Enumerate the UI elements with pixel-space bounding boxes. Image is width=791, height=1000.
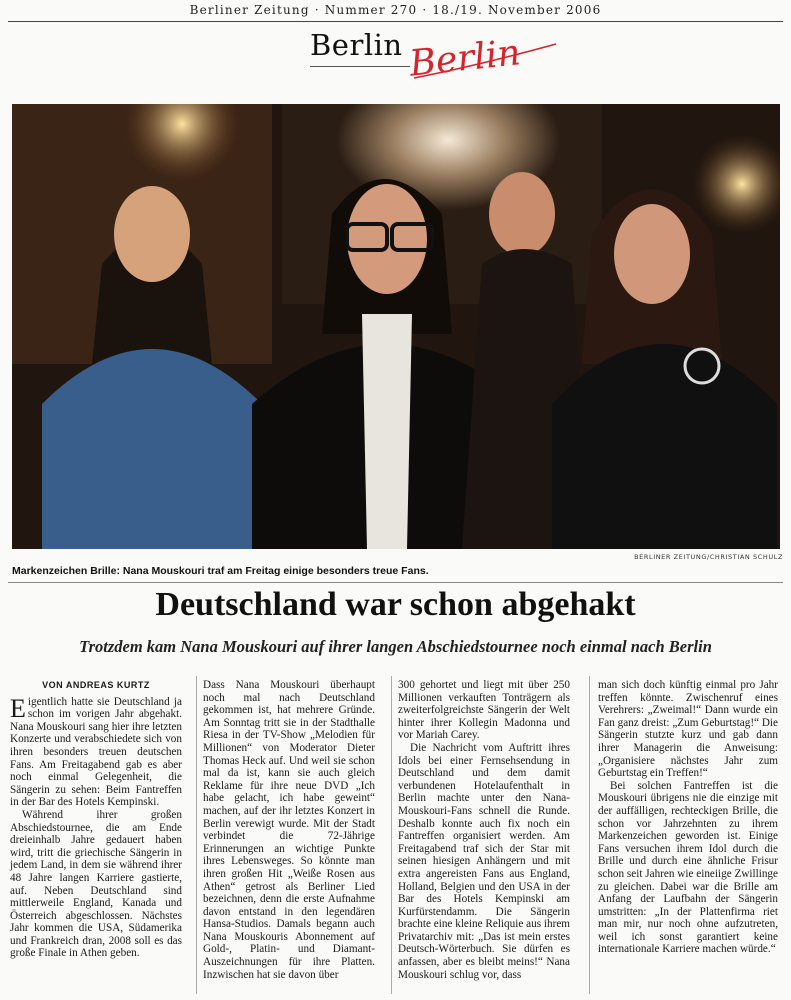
section-script-text: Berlin: [407, 32, 523, 85]
subheadline: Trotzdem kam Nana Mouskouri auf ihrer langen Abschiedstournee noch einmal nach Berlin: [79, 637, 712, 656]
caption-rule: [8, 582, 783, 583]
article-column-3: [398, 679, 570, 981]
article-column-4: [598, 679, 778, 956]
article-column-1: [10, 679, 182, 960]
byline: VON ANDREAS KURTZ: [42, 680, 150, 690]
photo-illustration: [12, 104, 780, 549]
paragraph: Dass Nana Mouskouri überhaupt noch mal nach Deutschland gekommen ist, hat mehrere Gründe. Am Sonntag tritt sie in der Stadthalle Riesa in der TV-Show „Melodien für Millionen“ von Moderator Dieter Thomas Heck auf. Und weil sie schon mal da ist, kann sie auch gleich Reklame für ihre neue DVD „Ich habe gelacht, ich habe geweint“ machen, auf der ihr letztes Konzert in Berlin verewigt wurde. Mit der Stadt verbindet die 72-Jährige Erinnerungen an wichtige Punkte ihres Lebensweges. So könnte man ihren großen Hit „Weiße Rosen aus Athen“ getrost als Berliner Lied bezeichnen, denn die erste Aufnahme davon entstand in den legendären Hansa-Studios. Damals begann auch Nana Mouskouris Abonnement auf Gold-, Platin- und Diamant-Auszeichnungen für ihre Platten. Inzwischen hat sie davon über: [203, 679, 375, 981]
paragraph: 300 gehortet und liegt mit über 250 Millionen verkauften Tonträgern als zweiterfolgreichste Sängerin der Welt hinter ihrer Kollegin Madonna und vor Mariah Carey.: [398, 679, 570, 742]
photo-caption: Markenzeichen Brille: Nana Mouskouri traf am Freitag einige besonders treue Fans.: [12, 565, 429, 577]
photo-credit: BERLINER ZEITUNG/CHRISTIAN SCHULZ: [634, 553, 783, 561]
column-divider: [589, 676, 590, 994]
paragraph: Die Nachricht vom Auftritt ihres Idols bei einer Fernsehsendung in Deutschland und dem damit verbundenen Hotelaufenthalt in Berlin machte unter den Nana-Mouskouri-Fans schnell die Runde. Deshalb konnte auch fix noch ein Fantreffen organisiert werden. Am Freitagabend traf sich der Star mit seinen hiesigen Anhängern und mit extra angereisten Fans aus England, Holland, Belgien und den USA in der Bar des Hotels Kempinski am Kurfürstendamm. Die Sängerin brachte eine kleine Reliquie aus ihrem Privatarchiv mit: „Das ist mein erstes Deutsch-Wörterbuch. Sie dürfen es anfassen, aber es bleibt meins!“ Nana Mouskouri schlug vor, dass: [398, 741, 570, 981]
masthead-rule: [8, 21, 783, 22]
paragraph: Eigentlich hatte sie Deutschland ja schon im vorigen Jahr abgehakt. Nana Mouskouri sang hier ihre letzten Konzerte und verabschiedete sich von ihren besonders treuen deutschen Fans. Am Freitagabend gab es aber noch einmal Gelegenheit, die Sängerin zu sehen: Beim Fantreffen in der Bar des Hotels Kempinski.: [10, 693, 182, 809]
paragraph: man sich doch künftig einmal pro Jahr treffen könnte. Zwischenruf eines Verehrers: „Zweimal!“ Dann wurde ein Fan ganz dreist: „Zum Geburtstag!“ Die Sängerin stutzte kurz und gab dann ihrer Managerin die Anweisung: „Organisiere nächstes Jahr zum Geburtstag ein Treffen!“: [598, 679, 778, 780]
section-rule: [310, 66, 410, 67]
photo: [12, 104, 780, 549]
paragraph: Bei solchen Fantreffen ist die Mouskouri übrigens nie die einzige mit der auffälligen, rechteckigen Brille, die schon vor Jahrzehnten zu ihrem Markenzeichen geworden ist. Einige Fans versuchen ihrem Idol durch die Brille und durch eine ähnliche Frisur schon seit Jahren wie eineiige Zwillinge zu gleichen. Dabei war die Brille am Anfang der Laufbahn der Sängerin umstritten: „In der Plattenfirma riet man mir, nur noch ohne aufzutreten, weil ich sonst garantiert keine internationale Karriere machen würde.“: [598, 779, 778, 956]
masthead: Berliner Zeitung · Nummer 270 · 18./19. November 2006: [189, 3, 602, 17]
section-header: [304, 26, 564, 86]
article-column-2: [203, 679, 375, 981]
column-divider: [391, 676, 392, 994]
dropcap: E: [10, 693, 26, 723]
paragraph: Während ihrer großen Abschiedstournee, die am Ende dreieinhalb Jahre gedauert haben wird, tritt die griechische Sängerin in jedem Land, in dem sie während ihrer 48 Jahre langen Karriere gastierte, auf. Neben Deutschland sind mittlerweile England, Kanada und Österreich abgeschlossen. Nächstes Jahr kommen die USA, Südamerika und Frankreich dran, 2008 soll es das große Finale in Athen geben.: [10, 808, 182, 960]
section-title: Berlin: [310, 28, 403, 62]
headline: Deutschland war schon abgehakt: [155, 586, 636, 623]
section-script-logo: [406, 26, 566, 88]
column-divider: [196, 676, 197, 994]
